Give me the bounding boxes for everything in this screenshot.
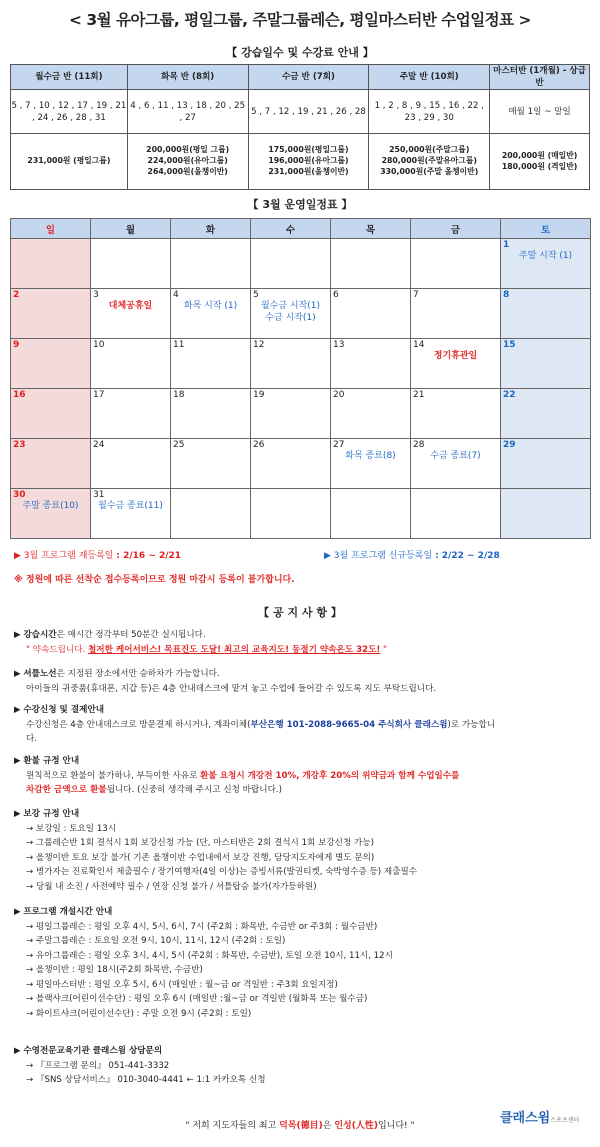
calendar-day-cell: [251, 339, 331, 389]
calendar-day-number: 28: [413, 440, 425, 450]
calendar-day-cell: [501, 239, 591, 289]
calendar-day-number: 26: [253, 440, 265, 450]
calendar-day-cell: [171, 339, 251, 389]
fee-dates: 매월 1일 ~ 말일: [490, 90, 590, 134]
re-registration-dates: : 2/16 ~ 2/21: [116, 551, 182, 561]
calendar-day-cell: [331, 439, 411, 489]
calendar-day-cell: [331, 489, 411, 539]
notice-contact: ▶ 수영전문교육기관 클래스윔 상담문의 → 『프로그램 문의』 051-441-3332 → 『SNS 상담서비스』 010-3040-4441 ← 1:1 카카오톡 신청: [14, 1046, 266, 1085]
calendar-day-cell: [411, 389, 501, 439]
calendar-week-row: [11, 439, 591, 489]
calendar-day-cell: [331, 239, 411, 289]
calendar-day-cell: [251, 289, 331, 339]
fee-dates: 5 , 7 , 10 , 12 , 17 , 19 , 21 , 24 , 26 , 28 , 31: [11, 90, 128, 134]
calendar-event: 화목 종료(8): [345, 451, 396, 461]
calendar-event: 주말 종료(10): [22, 501, 79, 511]
calendar-day-cell: [411, 339, 501, 389]
calendar-day-number: 17: [93, 390, 105, 400]
calendar-day-number: 7: [413, 290, 419, 300]
re-registration-info: ▶ 3월 프로그램 재등록일 : 2/16 ~ 2/21: [14, 551, 182, 561]
fee-header: 월수금 반 (11회): [11, 65, 128, 90]
calendar-week-row: [11, 239, 591, 289]
page-title: < 3월 유아그룹, 평일그룹, 주말그룹레슨, 평일마스터반 수업일정표 >: [69, 11, 531, 29]
calendar-day-cell: [171, 489, 251, 539]
calendar-day-cell: [11, 339, 91, 389]
calendar-day-number: 22: [503, 390, 516, 400]
fee-header-row: [11, 65, 590, 90]
fee-section-title: 【 강습일수 및 수강료 안내 】: [226, 46, 374, 59]
calendar-day-number: 25: [173, 440, 185, 450]
fee-header: 마스터반 (1개월) - 상급반: [490, 65, 590, 90]
calendar-day-number: 19: [253, 390, 265, 400]
calendar-day-cell: [11, 489, 91, 539]
fee-header: 화목 반 (8회): [127, 65, 248, 90]
calendar-title: 【 3월 운영일정표 】: [247, 198, 353, 211]
calendar-day-cell: [501, 389, 591, 439]
calendar-day-number: 31: [93, 490, 105, 500]
calendar-day-cell: [251, 489, 331, 539]
calendar-day-number: 9: [13, 340, 20, 350]
notice-program-times: ▶ 프로그램 개설시간 안내 → 평일그룹레슨 : 평일 오후 4시, 5시, 6시, 7시 (주2회 : 화목반, 수금반 or 주3회 : 월수금반) → 주말그룹레슨 : 토요일 오전 9시, 10시, 11시, 12시 (주2회 : 토일) → 유아그룹레슨 : 평일 오후 3시, 4시, 5시 (주2회 : 화목반, 수금반), 토일 오전 10시, 11시, 12시 → 올챙이반 : 평일 18시(주2회 화목반, 수금반) → 평일마스터반 : 평일 오후 5시, 6시 (매일반 : 월~금 or 격일반 : 주3회 요일지정) → 블랙샤크(어린이선수단) : 평일 오후 6시 (매일반 :월~금 or 격일반 (월화목 또는 월수금) → 화이트샤크(어린이선수단) : 주말 오전 9시 (주2회 : 토일): [14, 907, 393, 1019]
fee-dates: 4 , 6 , 11 , 13 , 18 , 20 , 25 , 27: [127, 90, 248, 134]
calendar-day-number: 18: [173, 390, 185, 400]
calendar-event: 주말 시작 (1): [518, 251, 573, 261]
calendar-day-number: 6: [333, 290, 339, 300]
notice-lesson-time: ▶ 강습시간은 매시간 정각부터 50분간 실시됩니다. " 약속드립니다. 철저한 케어서비스! 목표진도 도달! 최고의 교육지도! 동절기 약속온도 32도! ": [14, 630, 387, 655]
calendar-day-number: 15: [503, 340, 516, 350]
calendar-day-number: 10: [93, 340, 105, 350]
calendar-day-cell: [251, 239, 331, 289]
calendar-week-row: [11, 339, 591, 389]
calendar-day-number: 20: [333, 390, 345, 400]
calendar-day-number: 2: [13, 290, 20, 300]
new-registration-info: ▶ 3월 프로그램 신규등록일 : 2/22 ~ 2/28: [324, 551, 500, 561]
calendar-day-number: 3: [93, 290, 99, 300]
calendar-day-cell: [91, 439, 171, 489]
calendar-day-cell: [411, 239, 501, 289]
calendar-day-number: 16: [13, 390, 26, 400]
re-registration-label: 3월 프로그램 재등록일: [23, 551, 114, 561]
weekday-header: 월: [91, 219, 171, 239]
weekday-header: 토: [501, 219, 591, 239]
brand-logo: 클래스윔스포츠센터: [500, 1111, 580, 1126]
fee-price-row: [11, 134, 590, 190]
fee-price: 200,000원(평일 그룹) 224,000원(유아그룹) 264,000원(올챙이반): [127, 134, 248, 190]
calendar-event: 월수금 시작(1): [260, 301, 321, 311]
calendar-day-cell: [91, 289, 171, 339]
calendar-day-cell: [91, 339, 171, 389]
calendar-day-cell: [11, 289, 91, 339]
fee-price: 250,000원(주말그룹) 280,000원(주말유아그룹) 330,000원(주말 올챙이반): [369, 134, 490, 190]
calendar-day-cell: [331, 339, 411, 389]
calendar-day-number: 14: [413, 340, 425, 350]
fee-price: 175,000원(평일그룹) 196,000원(유아그룹) 231,000원(올챙이반): [248, 134, 369, 190]
calendar-day-cell: [331, 289, 411, 339]
calendar-day-cell: [501, 439, 591, 489]
calendar-day-cell: [171, 289, 251, 339]
calendar-day-number: 4: [173, 290, 179, 300]
calendar-day-number: 12: [253, 340, 265, 350]
calendar-day-cell: [11, 389, 91, 439]
notice-payment: ▶ 수강신청 및 결제안내 수강신청은 4층 안내데스크로 방문결제 하시거나, 계좌이체(부산은행 101-2088-9665-04 주식회사 클래스윔)로 가능합니 다.: [14, 705, 496, 744]
calendar-event: 대체공휴일: [108, 301, 153, 311]
calendar-week-row: [11, 389, 591, 439]
fee-header: 주말 반 (10회): [369, 65, 490, 90]
weekday-header: 목: [331, 219, 411, 239]
calendar-day-cell: [91, 239, 171, 289]
calendar-day-cell: [91, 389, 171, 439]
weekday-header: 금: [411, 219, 501, 239]
calendar-day-number: 27: [333, 440, 345, 450]
calendar-day-cell: [331, 389, 411, 439]
calendar-day-cell: [91, 489, 171, 539]
calendar-day-number: 13: [333, 340, 345, 350]
notice-refund: ▶ 환불 규정 안내 원칙적으로 환불이 불가하나, 부득이한 사유로 환불 요청시 개강전 10%, 개강후 20%의 위약금과 함께 수업일수를 차감한 금액으로 환불됩니다. (신중히 생각해 주시고 신청 바랍니다.): [14, 756, 460, 795]
footer-slogan: " 저희 지도자들의 최고 덕목(德目)은 인성(人性)입니다! ": [185, 1121, 415, 1131]
weekday-header-row: [11, 219, 591, 239]
calendar-day-number: 30: [13, 490, 26, 500]
calendar-event: 정기휴관일: [433, 351, 478, 361]
calendar-day-number: 21: [413, 390, 425, 400]
calendar-event: 수금 종료(7): [430, 451, 481, 461]
calendar-event: 화목 시작 (1): [183, 301, 238, 311]
calendar-day-number: 5: [253, 290, 259, 300]
calendar-event: 수금 시작(1): [265, 313, 316, 324]
calendar-day-number: 8: [503, 290, 510, 300]
calendar-day-number: 23: [13, 440, 26, 450]
calendar-day-cell: [171, 439, 251, 489]
calendar-day-cell: [411, 289, 501, 339]
calendar-week-row: [11, 289, 591, 339]
calendar-day-cell: [411, 489, 501, 539]
fee-price: 200,000원 (매일반) 180,000원 (격일반): [490, 134, 590, 190]
notice-makeup: ▶ 보강 규정 안내 → 보강일 : 토요일 13시 → 그룹레슨반 1회 결석시 1회 보강신청 가능 (단, 마스터반은 2회 결석시 1회 보강신청 가능) → 올챙이반 토요 보강 불가( 기존 올챙이반 수업내에서 보강 진행, 담당지도자에게 별도 문의) → 병가자는 진료확인서 제출필수 / 장기여행자(4일 이상)는 증빙서류(발권티켓, 숙박영수증 등) 제출필수 → 당월 내 소진 / 사전예약 필수 / 연장 신청 불가 / 셔틀탑승 불가(자가등하원): [14, 809, 418, 892]
weekday-header: 일: [11, 219, 91, 239]
notice-title: 【 공 지 사 항 】: [258, 606, 342, 619]
calendar-day-cell: [251, 389, 331, 439]
calendar-day-number: 11: [173, 340, 185, 350]
weekday-header: 화: [171, 219, 251, 239]
calendar-day-cell: [411, 439, 501, 489]
new-registration-dates: : 2/22 ~ 2/28: [435, 551, 500, 561]
fee-dates-row: [11, 90, 590, 134]
fee-dates: 1 , 2 , 8 , 9 , 15 , 16 , 22 , 23 , 29 , 30: [369, 90, 490, 134]
calendar-day-cell: [171, 389, 251, 439]
new-registration-label: 3월 프로그램 신규등록일: [333, 551, 433, 561]
calendar-day-cell: [501, 489, 591, 539]
fee-header: 수금 반 (7회): [248, 65, 369, 90]
calendar-day-cell: [501, 339, 591, 389]
fee-table: [10, 64, 590, 190]
notice-shuttle: ▶ 셔틀노선은 지정된 장소에서만 승하차가 가능합니다. 아이들의 귀중품(휴대폰, 지갑 등)은 4층 안내데스크에 맡겨 놓고 수업에 들어갈 수 있도록 지도 부탁드립니다.: [14, 669, 437, 694]
weekday-header: 수: [251, 219, 331, 239]
calendar-week-row: [11, 489, 591, 539]
fee-dates: 5 , 7 , 12 , 19 , 21 , 26 , 28: [248, 90, 369, 134]
fee-price: 231,000원 (평일그룹): [11, 134, 128, 190]
calendar-day-number: 29: [503, 440, 516, 450]
calendar-day-cell: [251, 439, 331, 489]
registration-warning: ※ 정원에 따른 선착순 접수등록이므로 정원 마감시 등록이 불가합니다.: [14, 575, 295, 585]
calendar-day-cell: [171, 239, 251, 289]
calendar-day-number: 1: [503, 240, 510, 250]
calendar-table: [10, 218, 591, 539]
calendar-event: 월수금 종료(11): [98, 501, 163, 511]
calendar-day-cell: [11, 439, 91, 489]
calendar-day-cell: [501, 289, 591, 339]
calendar-day-number: 24: [93, 440, 105, 450]
calendar-day-cell: [11, 239, 91, 289]
